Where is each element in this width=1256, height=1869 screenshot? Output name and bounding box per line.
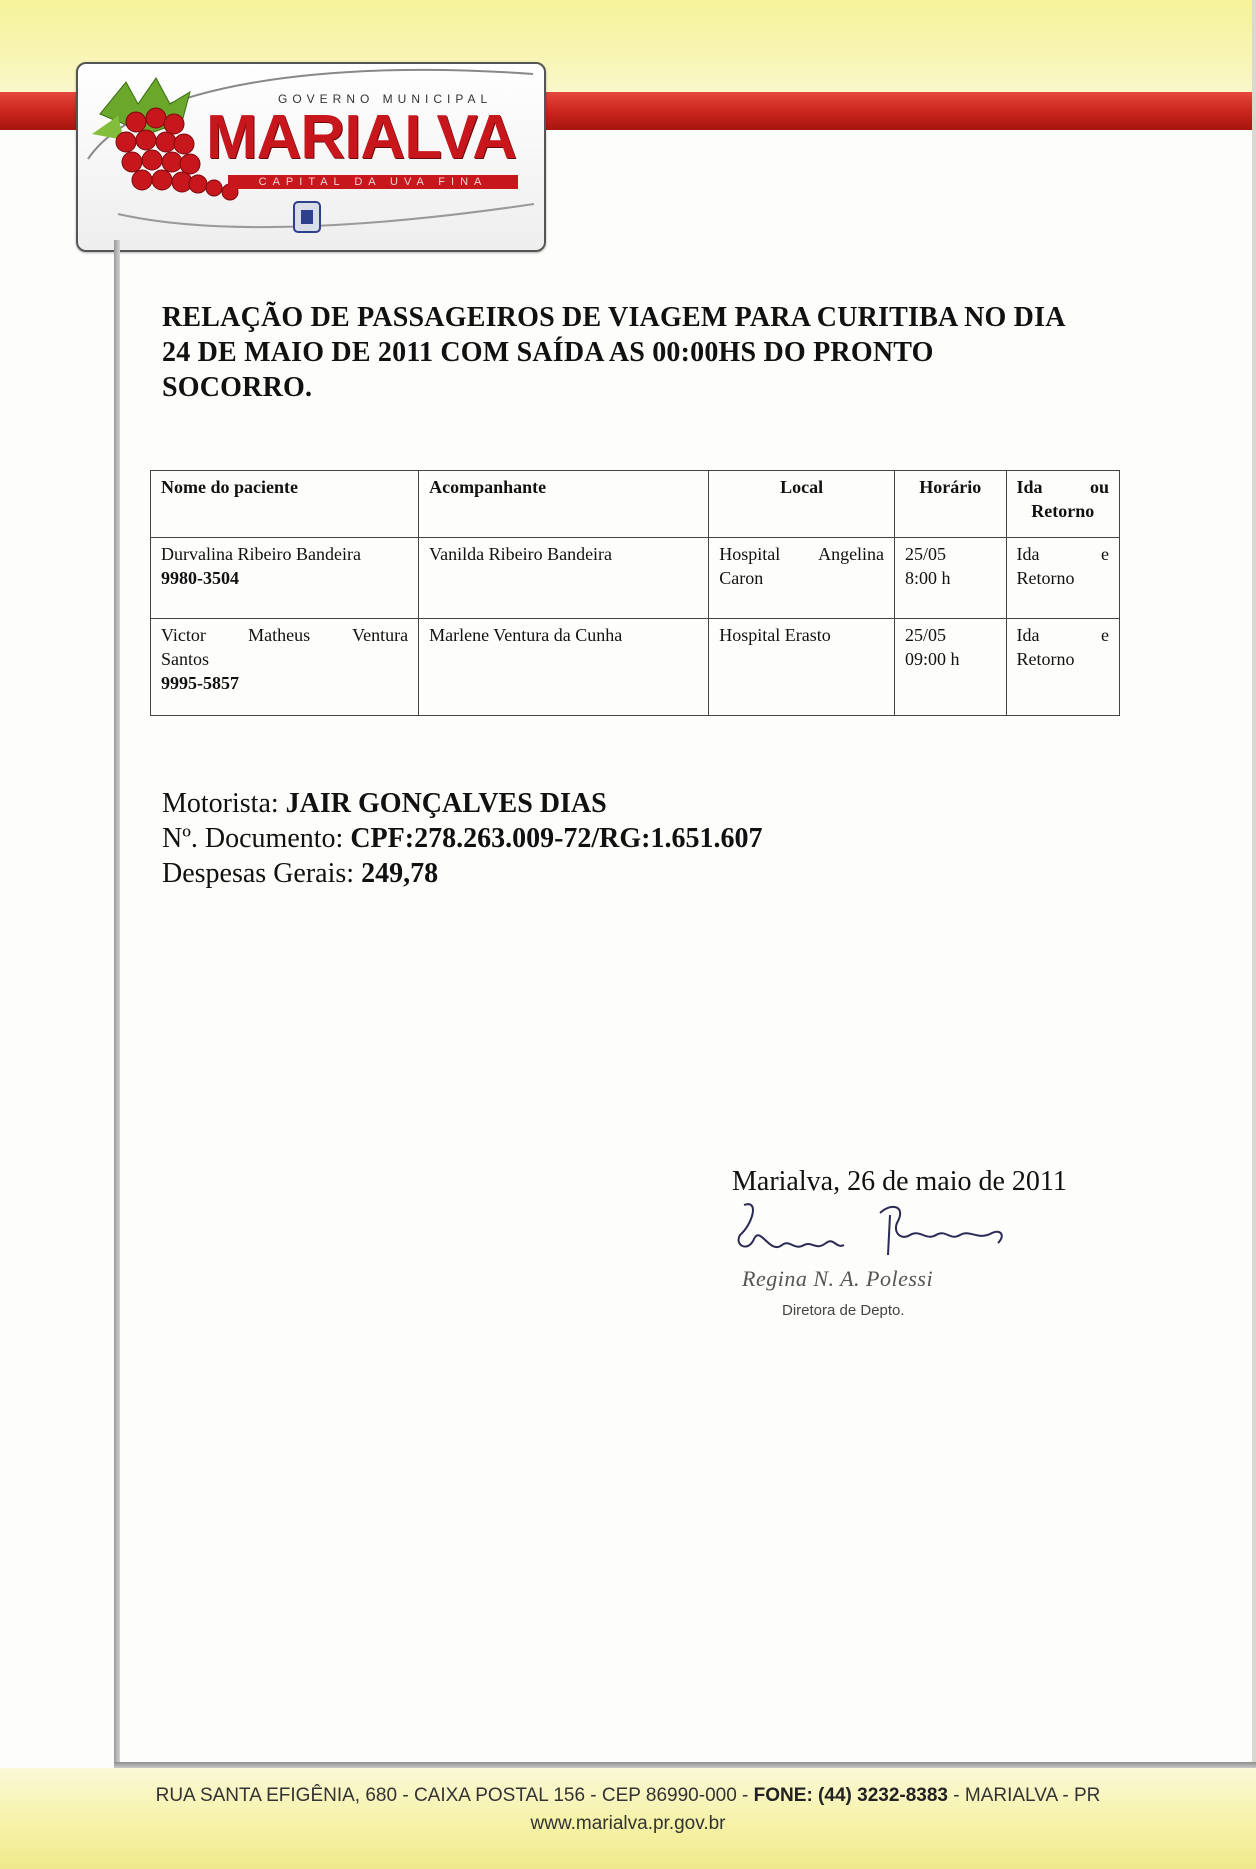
- patient-name-line1: Victor Matheus Ventura: [161, 625, 409, 645]
- local-line1: Hospital Angelina: [719, 544, 885, 564]
- cell-local: Hospital Erasto: [709, 619, 895, 716]
- patient-phone: 9980-3504: [161, 568, 239, 588]
- header-ida-line2: Retorno: [1031, 501, 1095, 521]
- cell-horario: [895, 538, 1006, 619]
- ida-line2: Retorno: [1016, 649, 1075, 669]
- logo-top-text: GOVERNO MUNICIPAL: [278, 92, 493, 106]
- ida-line1: Ida e: [1016, 625, 1109, 645]
- cell-ida-retorno: [1006, 538, 1120, 619]
- header-nome: Nome do paciente: [151, 471, 419, 538]
- despesas-line: [162, 856, 763, 891]
- patient-name-line2: Santos: [161, 649, 210, 669]
- motorista-label: Motorista:: [162, 788, 279, 819]
- patient-phone: 9995-5857: [161, 673, 239, 693]
- cell-local: [709, 538, 895, 619]
- footer: [0, 1782, 1256, 1838]
- footer-phone: FONE: (44) 3232-8383: [753, 1785, 948, 1806]
- logo-name: MARIALVA: [206, 103, 516, 172]
- despesas-value: 249,78: [361, 858, 439, 889]
- page-edge: [1252, 0, 1256, 1869]
- table-row: [151, 619, 1120, 716]
- cell-nome: [151, 538, 419, 619]
- footer-website: www.marialva.pr.gov.br: [530, 1813, 726, 1834]
- header-ida-retorno: [1006, 471, 1120, 538]
- horario-hora: 8:00 h: [905, 568, 951, 588]
- logo-tagline: CAPITAL DA UVA FINA: [228, 175, 518, 189]
- documento-label: Nº. Documento:: [162, 823, 344, 854]
- horario-hora: 09:00 h: [905, 649, 960, 669]
- documento-value: CPF:278.263.009-72/RG:1.651.607: [350, 823, 763, 854]
- cell-acompanhante: Marlene Ventura da Cunha: [419, 619, 709, 716]
- document-title: RELAÇÃO DE PASSAGEIROS DE VIAGEM PARA CURITIBA NO DIA 24 DE MAIO DE 2011 COM SAÍDA AS 00:00HS DO PRONTO SOCORRO.: [162, 302, 1065, 403]
- signer-name: Regina N. A. Polessi: [742, 1266, 934, 1291]
- cell-acompanhante: Vanilda Ribeiro Bandeira: [419, 538, 709, 619]
- passenger-table: [150, 470, 1120, 716]
- cell-nome: [151, 619, 419, 716]
- footer-address: RUA SANTA EFIGÊNIA, 680 - CAIXA POSTAL 156 - CEP 86990-000 -: [155, 1785, 749, 1806]
- header-ida-line1: Ida ou: [1016, 477, 1109, 497]
- motorista-line: [162, 786, 763, 821]
- horario-data: 25/05: [905, 625, 947, 645]
- table-header-row: [151, 471, 1120, 538]
- signer-role: Diretora de Depto.: [782, 1302, 905, 1319]
- document-date: Marialva, 26 de maio de 2011: [732, 1166, 1067, 1197]
- cell-ida-retorno: [1006, 619, 1120, 716]
- horario-data: 25/05: [905, 544, 947, 564]
- footer-address-line: [0, 1782, 1256, 1810]
- documento-line: [162, 821, 763, 856]
- header-horario: Horário: [895, 471, 1006, 538]
- page-left-rule: [114, 240, 120, 1770]
- header-local: Local: [709, 471, 895, 538]
- patient-name: Durvalina Ribeiro Bandeira: [161, 544, 361, 564]
- marialva-logo: [76, 62, 546, 252]
- local-line2: Caron: [719, 568, 764, 588]
- handwritten-signature: [730, 1195, 1030, 1275]
- footer-city: - MARIALVA - PR: [953, 1785, 1101, 1806]
- despesas-label: Despesas Gerais:: [162, 858, 355, 889]
- trip-info: [162, 786, 763, 891]
- ida-line2: Retorno: [1016, 568, 1075, 588]
- ida-line1: Ida e: [1016, 544, 1109, 564]
- city-crest-icon: [294, 202, 320, 232]
- cell-horario: [895, 619, 1006, 716]
- table-row: [151, 538, 1120, 619]
- motorista-value: JAIR GONÇALVES DIAS: [285, 788, 607, 819]
- header-acompanhante: Acompanhante: [419, 471, 709, 538]
